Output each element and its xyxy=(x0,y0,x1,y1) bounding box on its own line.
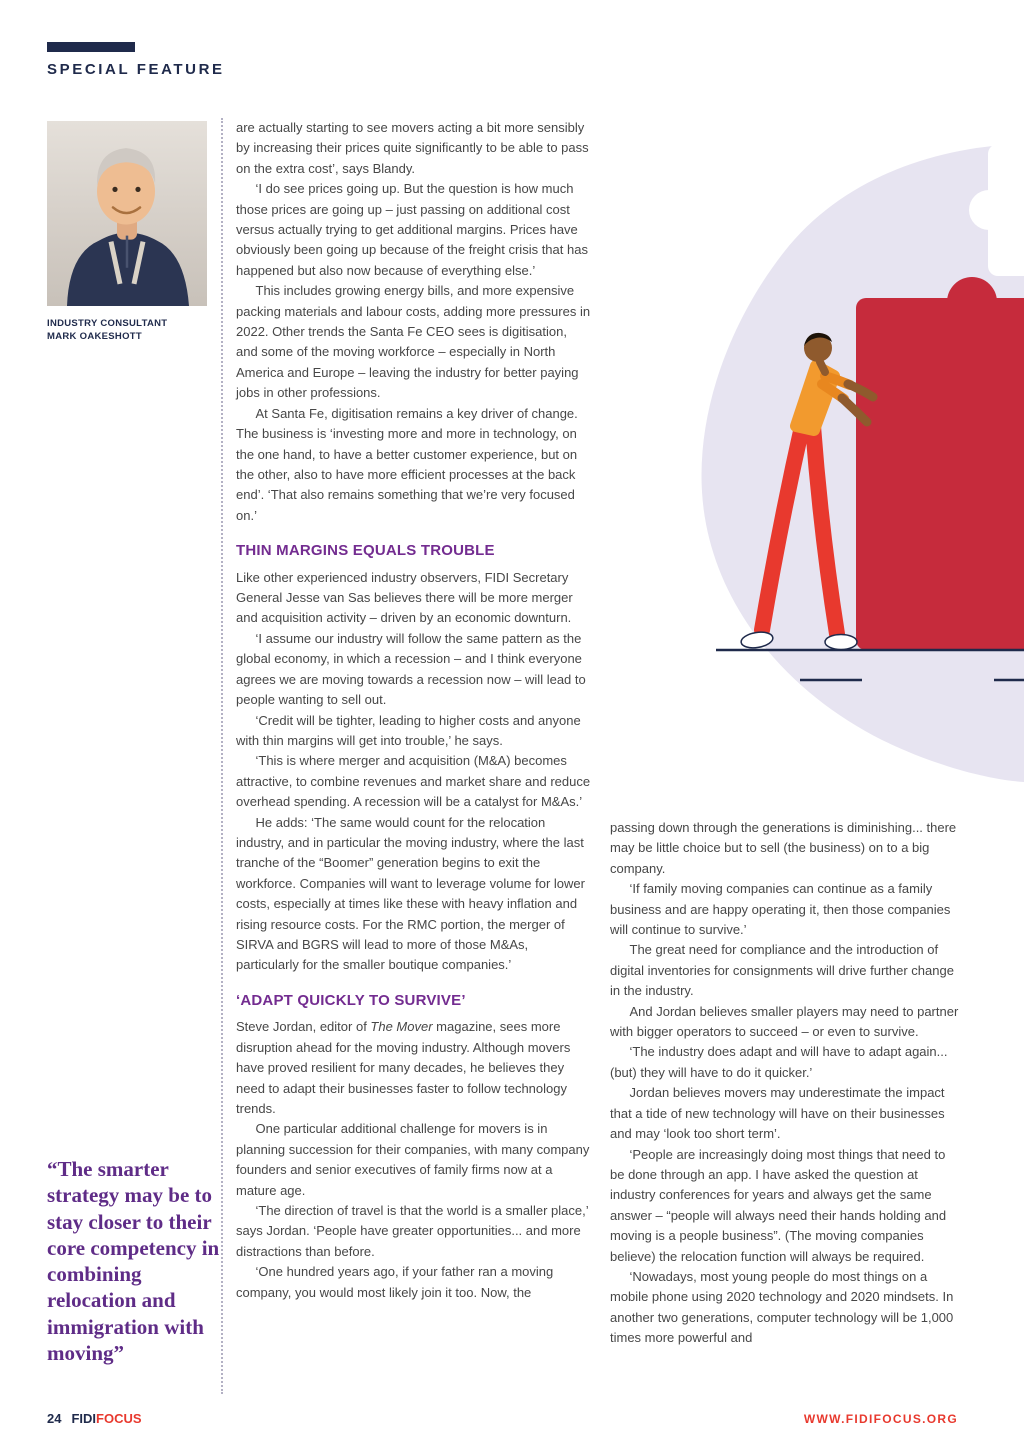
paragraph: ‘Credit will be tighter, leading to higher costs and anyone with thin margins will get into trouble,’ he says. xyxy=(236,712,581,748)
red-puzzle-piece xyxy=(856,277,1024,650)
brand-focus: FOCUS xyxy=(96,1411,142,1426)
paragraph: ‘I assume our industry will follow the same pattern as the global economy, in which a recession – and I think everyone agrees we are moving towards a recession now – will lead to people wanting to sell out. xyxy=(236,630,586,708)
paragraph: The great need for compliance and the introduction of digital inventories for consignments will drive further change in the industry. xyxy=(610,942,954,999)
paragraph: ‘This is where merger and acquisition (M&A) becomes attractive, to combine revenues and market share and reduce overhead spending. A recession will be a catalyst for M&As.’ xyxy=(236,753,591,810)
paragraph: ‘People are increasingly doing most things that need to be done through an app. I have asked the question at industry conferences for years and always get the same answer – “people will always need their hands holding and moving is a people business”. (The moving companies believe) the relocation function will always be required. xyxy=(610,1146,947,1264)
paragraph: ‘I do see prices going up. But the question is how much those prices are going up – just passing on additional cost versus actually trying to get additional margins. Prices have obviously been going up because of the freight crisis that has happened but also now because of everything else.’ xyxy=(236,181,588,278)
paragraph: He adds: ‘The same would count for the relocation industry, and in particular the moving industry, where the last tranche of the “Boomer” generation begins to exit the workforce. Companies will want to leverage volume for lower costs, especially at times like these with heavy inflation and rising resource costs. For the RMC portion, the merger of SIRVA and BGRS will lead to more of those M&As, particularly for the smaller boutique companies.’ xyxy=(236,814,585,973)
article-section-adapt-lead xyxy=(236,1017,592,1119)
paragraph: ‘The direction of travel is that the world is a smaller place,’ says Jordan. ‘People have greater opportunities... and more distractions than before. xyxy=(236,1203,589,1259)
section-label: SPECIAL FEATURE xyxy=(47,61,225,78)
paragraph: This includes growing energy bills, and more expensive packing materials and labour costs, adding more pressures in 2022. Other trends the Santa Fe CEO sees is digitisation, and some of the moving workforce – especially in North America and Europe – leaving the industry for better paying jobs in other professions. xyxy=(236,283,591,401)
article-section-thin-margins xyxy=(236,568,592,976)
magazine-title: The Mover xyxy=(370,1019,433,1035)
paragraph: ‘Nowadays, most young people do most things on a mobile phone using 2020 technology and 2020 mindsets. In another two generations, computer technology will be 1,000 times more powerful and xyxy=(610,1268,954,1346)
paragraph: And Jordan believes smaller players may need to partner with bigger operators to succeed – or even to survive. xyxy=(610,1003,959,1040)
paragraph: ‘One hundred years ago, if your father ran a moving company, you would most likely join it too. Now, the xyxy=(236,1264,554,1300)
photo-caption xyxy=(47,317,217,344)
pull-quote: “The smarter strategy may be to stay closer to their core competency in combining relocation and immigration with moving” xyxy=(47,1157,220,1365)
article-section-adapt-quickly xyxy=(236,1119,592,1303)
paragraph: ‘The industry does adapt and will have to adapt again... (but) they will have to do it quicker.’ xyxy=(610,1044,948,1080)
portrait-illustration xyxy=(47,121,207,306)
photo-caption-line2: MARK OAKESHOTT xyxy=(47,331,142,343)
paragraph: One particular additional challenge for movers is in planning succession for their companies, with many company founders and senior executives of family firms now at a mature age. xyxy=(236,1121,590,1198)
footer-left xyxy=(47,1411,142,1426)
photo-caption-line1: INDUSTRY CONSULTANT xyxy=(47,318,168,329)
lead-text-after: magazine, sees more disruption ahead for the moving industry. Although movers have proved resilient for many decades, he believes they need to adapt their businesses faster to follow technology trends. xyxy=(236,1019,571,1116)
paragraph: ‘If family moving companies can continue as a family business and are happy operating it, then those companies will continue to survive.’ xyxy=(610,881,951,938)
section-accent-bar xyxy=(47,42,135,52)
footer-website: WWW.FIDIFOCUS.ORG xyxy=(803,1412,958,1426)
puzzle-illustration xyxy=(610,130,1024,820)
brand-fidi: FIDI xyxy=(71,1411,97,1426)
paragraph: are actually starting to see movers acting a bit more sensibly by increasing their prices quite significantly to be able to pass on the extra cost’, says Blandy. xyxy=(236,120,589,176)
paragraph: Jordan believes movers may underestimate the impact that a tide of new technology will have on their businesses and may ‘look too short term’. xyxy=(610,1085,945,1142)
page-number: 24 xyxy=(47,1411,62,1426)
paragraph: At Santa Fe, digitisation remains a key driver of change. The business is ‘investing more and more in technology, on the one hand, to have a better customer experience, but on the other, also to have more efficient processes at the back end’. ‘That also remains something that we’re very focused on.’ xyxy=(236,405,578,523)
section-heading-adapt-quickly: ‘ADAPT QUICKLY TO SURVIVE’ xyxy=(236,991,466,1009)
article-column-continuation xyxy=(610,818,962,1349)
lead-text-before: Steve Jordan, editor of xyxy=(236,1019,371,1035)
paragraph xyxy=(236,1017,592,1119)
article-intro xyxy=(236,118,592,526)
paragraph: Like other experienced industry observers, FIDI Secretary General Jesse van Sas believes there will be more merger and acquisition activity – driven by an economic downturn. xyxy=(236,569,573,626)
puzzle-illustration-svg xyxy=(610,130,1024,820)
portrait-photo xyxy=(47,121,207,306)
article-column-main xyxy=(236,118,592,1303)
section-heading-thin-margins: THIN MARGINS EQUALS TROUBLE xyxy=(236,542,495,560)
paragraph: passing down through the generations is diminishing... there may be little choice but to sell (the business) on to a big company. xyxy=(610,820,957,876)
